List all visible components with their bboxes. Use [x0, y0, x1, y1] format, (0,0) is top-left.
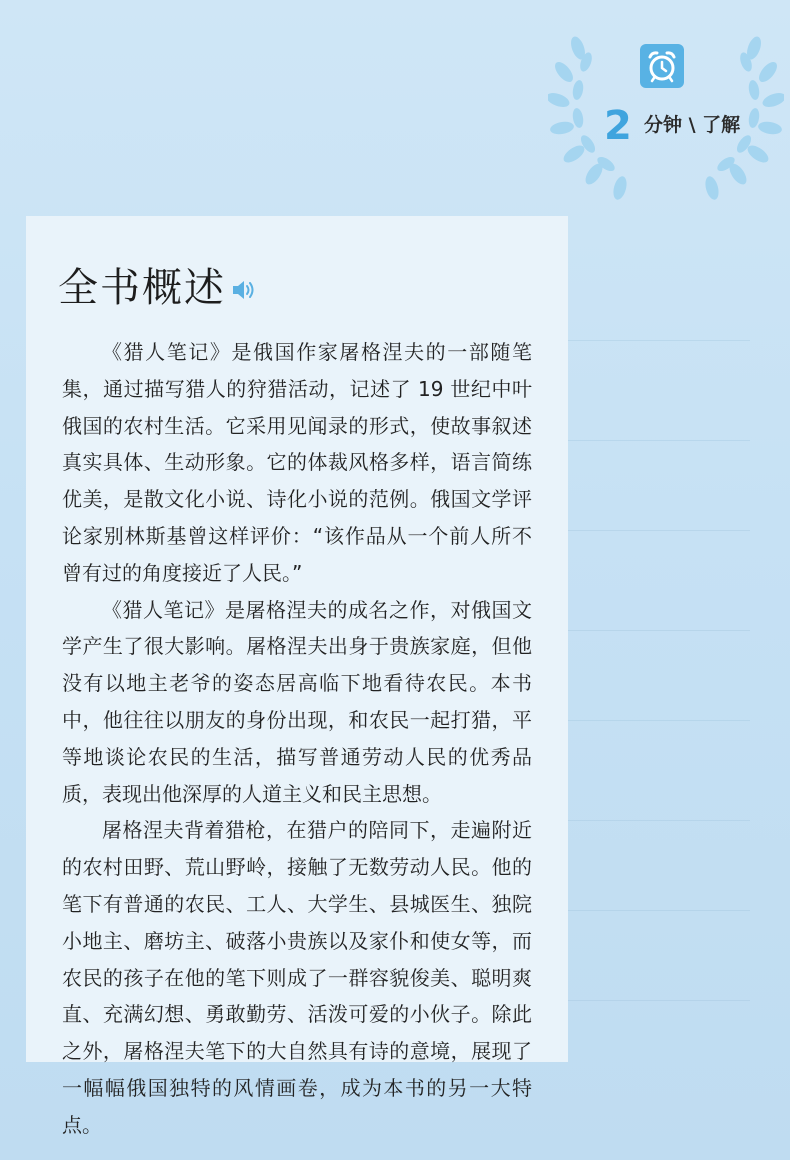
section-title: 全书概述 — [58, 265, 226, 311]
paragraph: 屠格涅夫背着猎枪，在猎户的陪同下，走遍附近的农村田野、荒山野岭，接触了无数劳动人民。他的笔下有普通的农民、工人、大学生、县城医生、独院小地主、磨坊主、破落小贵族以及家仆和使女等，而农民的孩子在他的笔下则成了一群容貌俊美、聪明爽直、充满幻想、勇敢勤劳、活泼可爱的小伙子。除此之外，屠格涅夫笔下的大自然具有诗的意境，展现了一幅幅俄国独特的风情画卷，成为本书的另一大特点。 — [62, 818, 532, 1137]
paragraph: 《猎人笔记》是俄国作家屠格涅夫的一部随笔集，通过描写猎人的狩猎活动，记述了 19 世纪中叶俄国的农村生活。它采用见闻录的形式，使故事叙述真实具体、生动形象。它的体裁风格多样，语言简练优美，是散文化小说、诗化小说的范例。俄国文学评论家别林斯基曾这样评价：“该作品从一个前人所不曾有过的角度接近了人民。” — [62, 340, 532, 585]
reading-time-text — [604, 104, 744, 148]
overview-panel — [26, 216, 568, 1137]
section-header — [58, 260, 358, 320]
alarm-clock-icon — [640, 44, 684, 88]
speaker-icon[interactable] — [230, 276, 258, 304]
reading-time-badge — [548, 18, 784, 204]
reading-time-label: 分钟 \ 了解 — [644, 114, 741, 136]
overview-body — [62, 334, 532, 1144]
paragraph: 《猎人笔记》是屠格涅夫的成名之作，对俄国文学产生了很大影响。屠格涅夫出身于贵族家庭，但他没有以地主老爷的姿态居高临下地看待农民。本书中，他往往以朋友的身份出现，和农民一起打猎，平等地谈论农民的生活，描写普通劳动人民的优秀品质，表现出他深厚的人道主义和民主思想。 — [62, 597, 532, 806]
reading-time-number: 2 — [604, 103, 632, 149]
background-show-through — [560, 300, 760, 1020]
